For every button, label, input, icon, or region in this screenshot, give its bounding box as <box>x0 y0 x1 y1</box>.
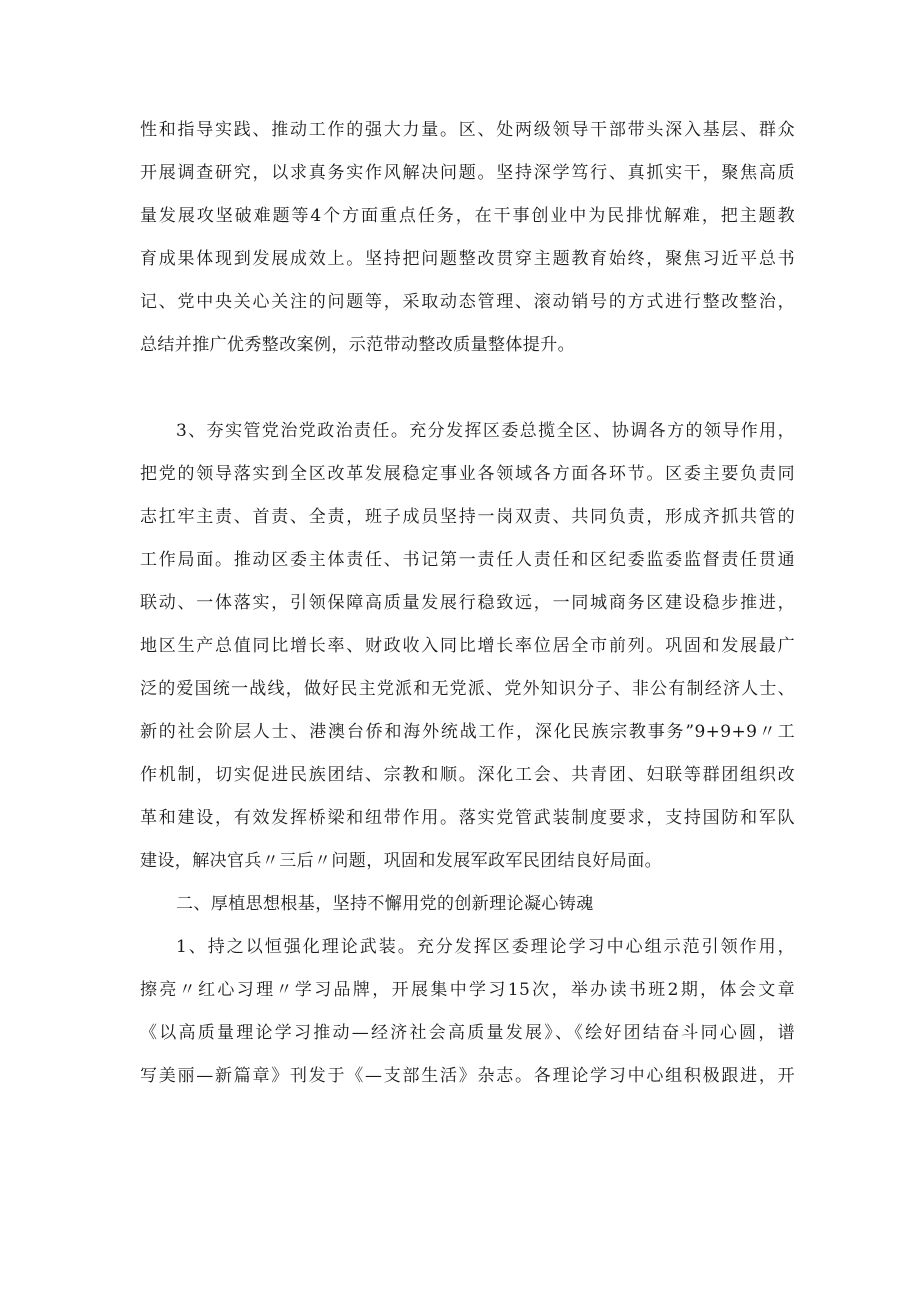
text-line: 擦亮〃红心习理〃学习品牌，开展集中学习15次，举办读书班2期，体会文章 <box>140 980 795 1000</box>
text-line: 量发展攻坚破难题等4个方面重点任务，在干事创业中为民排忧解难，把主题教 <box>140 206 795 226</box>
paragraph-spacer <box>140 367 795 410</box>
paragraph-2 <box>140 410 795 883</box>
paragraph-3 <box>140 926 795 1098</box>
text-line: 志扛牢主责、首责、全责，班子成员坚持一岗双责、共同负责，形成齐抓共管的 <box>140 507 795 527</box>
text-line: 性和指导实践、推动工作的强大力量。区、处两级领导干部带头深入基层、群众 <box>140 120 795 140</box>
text-line: 革和建设，有效发挥桥梁和纽带作用。落实党管武装制度要求，支持国防和军队 <box>140 808 795 828</box>
text-line: 把党的领导落实到全区改革发展稳定事业各领域各方面各环节。区委主要负责同 <box>140 464 795 484</box>
text-line: 地区生产总值同比增长率、财政收入同比增长率位居全市前列。巩固和发展最广 <box>140 636 795 656</box>
text-line: 1、持之以恒强化理论武装。充分发挥区委理论学习中心组示范引领作用， <box>176 937 795 957</box>
text-line: 联动、一体落实，引领保障高质量发展行稳致远，一同城商务区建设稳步推进， <box>140 593 795 613</box>
text-line: 3、夯实管党治党政治责任。充分发挥区委总揽全区、协调各方的领导作用， <box>176 421 795 441</box>
text-line: 《以高质量理论学习推动—经济社会高质量发展》、《绘好团结奋斗同心圆，谱 <box>140 1023 795 1043</box>
text-line: 新的社会阶层人士、港澳台侨和海外统战工作，深化民族宗教事务”9+9+9〃工 <box>140 722 795 742</box>
text-line: 作机制，切实促进民族团结、宗教和顺。深化工会、共青团、妇联等群团组织改 <box>140 765 795 785</box>
text-line: 泛的爱国统一战线，做好民主党派和无党派、党外知识分子、非公有制经济人士、 <box>140 679 795 699</box>
section-heading: 二、厚植思想根基，坚持不懈用党的创新理论凝心铸魂 <box>176 894 594 914</box>
text-line: 建设，解决官兵〃三后〃问题，巩固和发展军政军民团结良好局面。 <box>140 851 662 871</box>
text-line: 育成果体现到发展成效上。坚持把问题整改贯穿主题教育始终，聚焦习近平总书 <box>140 249 795 269</box>
text-line: 总结并推广优秀整改案例，示范带动整改质量整体提升。 <box>140 335 575 355</box>
paragraph-1 <box>140 109 795 367</box>
text-line: 工作局面。推动区委主体责任、书记第一责任人责任和区纪委监委监督责任贯通 <box>140 550 795 570</box>
text-line: 记、党中央关心关注的问题等，采取动态管理、滚动销号的方式进行整改整治， <box>140 292 795 312</box>
document-body <box>140 109 795 1098</box>
text-line: 写美丽—新篇章》刊发于《—支部生活》杂志。各理论学习中心组积极跟进，开 <box>140 1066 795 1086</box>
text-line: 开展调查研究，以求真务实作风解决问题。坚持深学笃行、真抓实干，聚焦高质 <box>140 163 795 183</box>
